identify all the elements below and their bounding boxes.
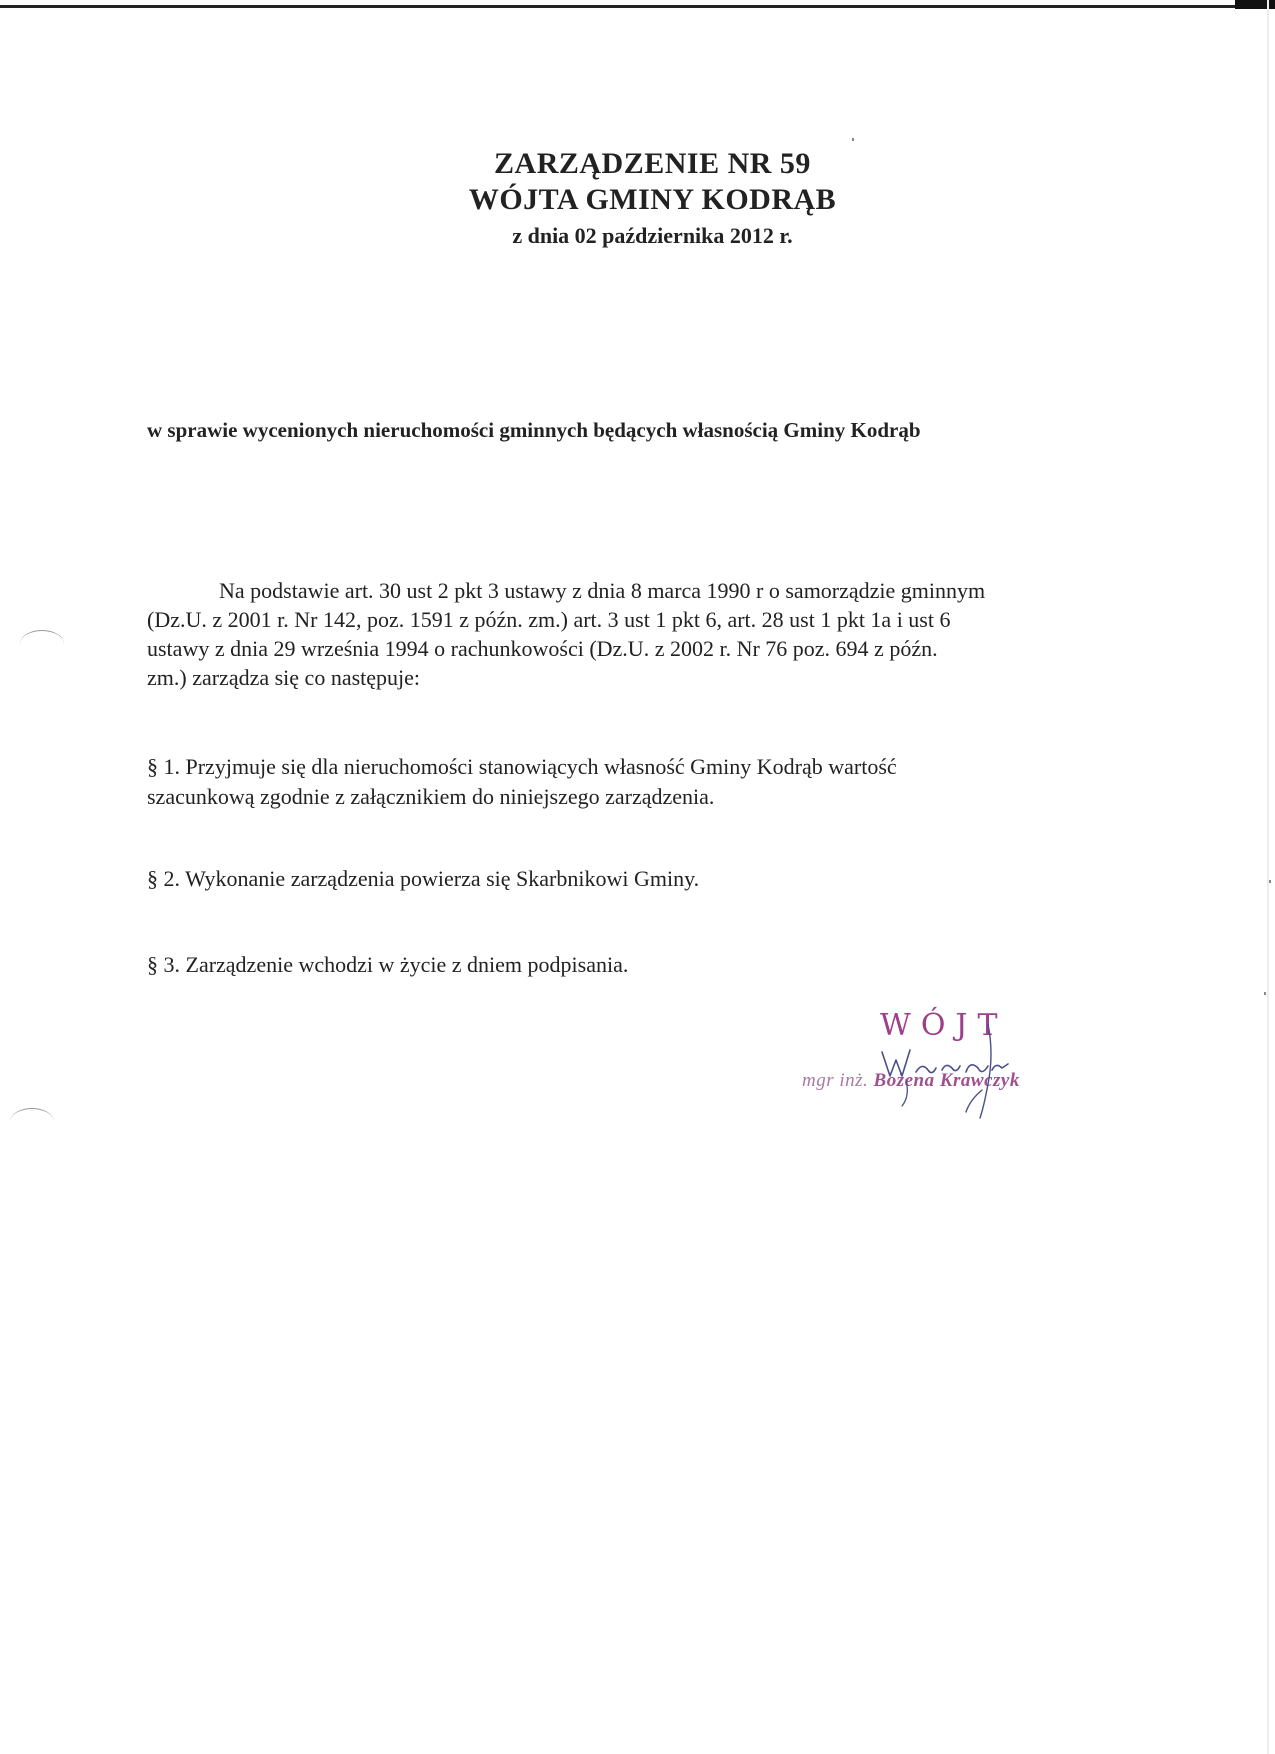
scan-speck [1264, 992, 1266, 995]
paragraph-line: § 2. Wykonanie zarządzenia powierza się Skarbnikowi Gminy. [147, 866, 700, 891]
scan-border-top [0, 5, 1275, 8]
legal-basis-line: (Dz.U. z 2001 r. Nr 142, poz. 1591 z późn. zm.) art. 3 ust 1 pkt 6, art. 28 ust 1 pkt 1a i ust 6 [147, 607, 951, 632]
legal-basis [147, 576, 1067, 692]
legal-basis-line: ustawy z dnia 29 września 1994 o rachunkowości (Dz.U. z 2002 r. Nr 76 poz. 694 z późn. [147, 636, 938, 661]
document-title: ZARZĄDZENIE NR 59 [494, 147, 811, 180]
legal-basis-line: zm.) zarządza się co następuje: [147, 665, 421, 690]
paragraph-1 [147, 752, 897, 812]
paragraph-3 [147, 950, 628, 980]
stamp-name-text: Bożena Krawczyk [873, 1070, 1020, 1091]
scan-speck [1269, 880, 1271, 883]
paragraph-line: § 1. Przyjmuje się dla nieruchomości stanowiących własność Gminy Kodrąb wartość [147, 754, 897, 779]
document-issuer: WÓJTA GMINY KODRĄB [468, 183, 837, 216]
document-subject: w sprawie wycenionych nieruchomości gminnych będących własnością Gminy Kodrąb [147, 418, 921, 442]
paragraph-line: § 3. Zarządzenie wchodzi w życie z dniem podpisania. [147, 952, 629, 977]
punch-hole-mark-upper [20, 630, 64, 657]
paragraph-2 [147, 864, 699, 894]
legal-basis-line: Na podstawie art. 30 ust 2 pkt 3 ustawy z dnia 8 marca 1990 r o samorządzie gminnym [219, 578, 986, 603]
scan-border-corner [1235, 0, 1275, 9]
document-date: z dnia 02 października 2012 r. [512, 223, 793, 248]
official-stamp [800, 1008, 1100, 1118]
scan-border-right [1267, 0, 1269, 1754]
handwritten-signature [870, 1014, 1070, 1124]
stamp-name-prefix: mgr inż. [802, 1070, 869, 1091]
stamp-title: WÓJT [880, 1008, 1008, 1043]
punch-hole-mark-lower [10, 1108, 54, 1135]
document-header [0, 146, 1275, 252]
scan-speck [852, 138, 854, 141]
paragraph-line: szacunkową zgodnie z załącznikiem do niniejszego zarządzenia. [147, 784, 715, 809]
